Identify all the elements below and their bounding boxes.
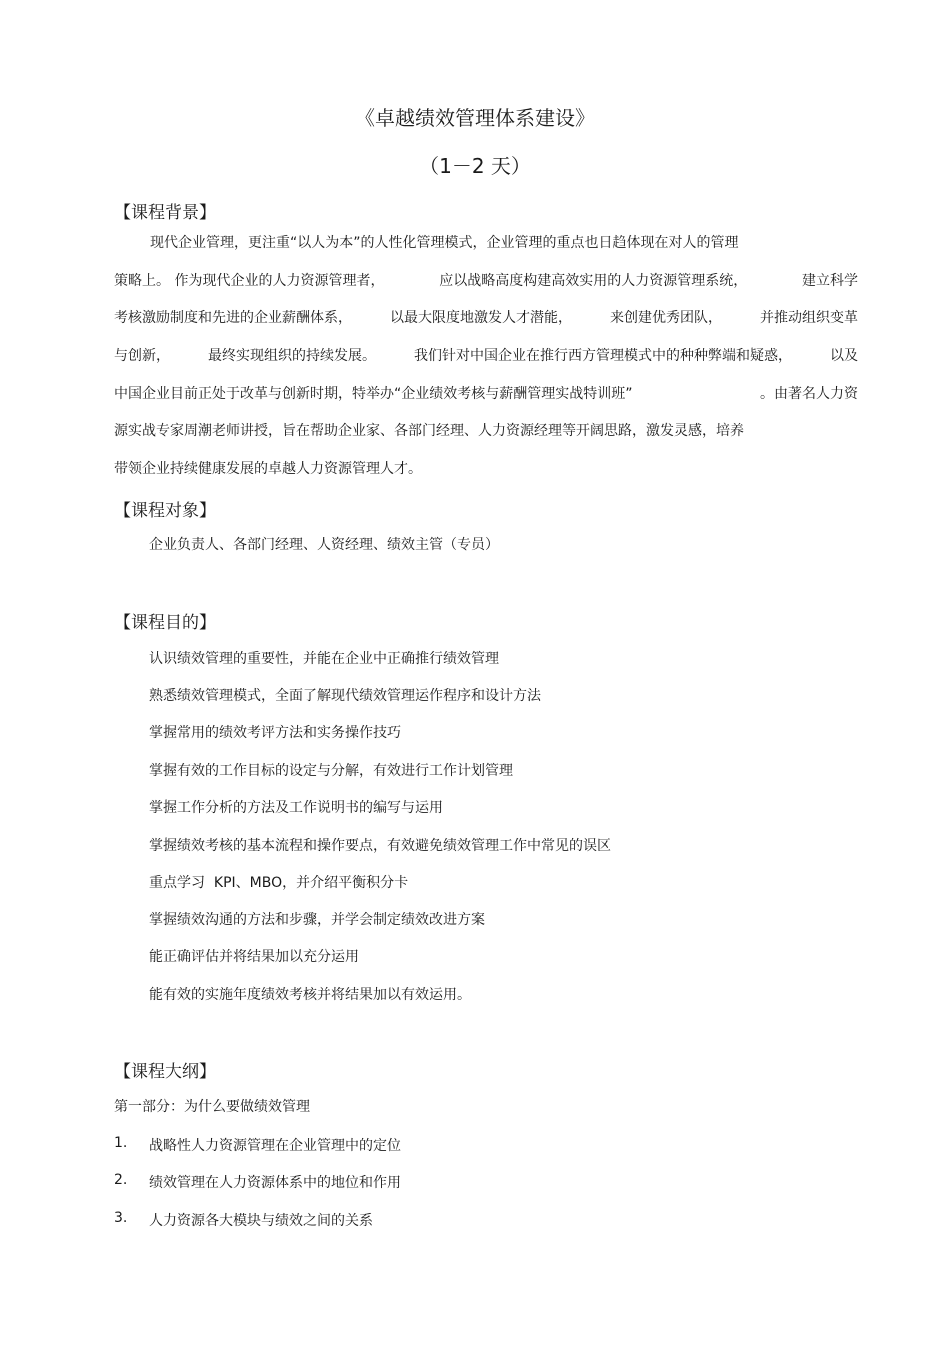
objectives-heading: 【课程目的】 (114, 613, 216, 633)
course-duration: （1－2 天） (419, 154, 531, 178)
objective-item: 认识绩效管理的重要性，并能在企业中正确推行绩效管理 (149, 651, 499, 667)
objective-item: 掌握工作分析的方法及工作说明书的编写与运用 (149, 800, 443, 816)
objective-item: 能正确评估并将结果加以充分运用 (149, 949, 359, 965)
outline-item-number: 1. (114, 1135, 128, 1151)
background-text: 中国企业目前正处于改革与创新时期，特举办“企业绩效考核与薪酬管理实战特训班” (114, 385, 633, 402)
background-line (114, 232, 858, 270)
objective-item: 重点学习 KPI、MBO，并介绍平衡积分卡 (149, 875, 409, 891)
outline-item-number: 3. (114, 1210, 128, 1226)
background-text: 策略上。 作为现代企业的人力资源管理者， (114, 272, 385, 289)
background-line (114, 458, 858, 496)
background-line (114, 270, 858, 308)
outline-item-number: 2. (114, 1172, 128, 1188)
outline-heading: 【课程大纲】 (114, 1062, 216, 1082)
objective-item: 掌握常用的绩效考评方法和实务操作技巧 (149, 725, 401, 741)
outline-item-text: 战略性人力资源管理在企业管理中的定位 (149, 1138, 401, 1154)
background-text: 建立科学 (801, 272, 858, 289)
document-title: 《卓越绩效管理体系建设》 (355, 106, 595, 130)
background-line (114, 345, 858, 383)
background-line (114, 383, 858, 421)
objective-item: 熟悉绩效管理模式，全面了解现代绩效管理运作程序和设计方法 (149, 688, 541, 704)
background-text: 现代企业管理，更注重“以人为本”的人性化管理模式，企业管理的重点也日趋体现在对人的管理 (150, 235, 739, 251)
audience-text: 企业负责人、各部门经理、人资经理、绩效主管（专员） (149, 537, 499, 553)
background-text: 与创新， (114, 348, 170, 365)
objective-item: 能有效的实施年度绩效考核并将结果加以有效运用。 (149, 987, 471, 1003)
objective-item: 掌握绩效考核的基本流程和操作要点，有效避免绩效管理工作中常见的误区 (149, 838, 611, 854)
objective-item: 掌握绩效沟通的方法和步骤，并学会制定绩效改进方案 (149, 912, 485, 928)
objective-item: 掌握有效的工作目标的设定与分解，有效进行工作计划管理 (149, 763, 513, 779)
background-text: 以及 (830, 348, 858, 365)
background-text: 带领企业持续健康发展的卓越人力资源管理人才。 (114, 461, 422, 478)
background-text: 我们针对中国企业在推行西方管理模式中的种种弊端和疑惑， (414, 348, 792, 365)
background-text: 源实战专家周潮老师讲授，旨在帮助企业家、各部门经理、人力资源经理等开阔思路，激发灵感，培养 (114, 423, 744, 440)
background-text: 并推动组织变革 (760, 310, 858, 327)
background-text: 来创建优秀团队， (610, 310, 722, 327)
background-text: 考核激励制度和先进的企业薪酬体系， (114, 310, 352, 327)
outline-item-text: 绩效管理在人力资源体系中的地位和作用 (149, 1175, 401, 1191)
outline-part-title: 第一部分：为什么要做绩效管理 (114, 1099, 310, 1115)
background-line (114, 420, 858, 458)
background-line (114, 307, 858, 345)
background-text: 以最大限度地激发人才潜能， (390, 310, 572, 327)
background-text: 最终实现组织的持续发展。 (208, 348, 376, 365)
outline-item-text: 人力资源各大模块与绩效之间的关系 (149, 1213, 373, 1229)
audience-heading: 【课程对象】 (114, 501, 216, 521)
background-text: 应以战略高度构建高效实用的人力资源管理系统， (439, 272, 748, 289)
background-text: 。由著名人力资 (760, 385, 858, 402)
background-paragraph (114, 232, 858, 496)
background-heading: 【课程背景】 (114, 203, 216, 223)
